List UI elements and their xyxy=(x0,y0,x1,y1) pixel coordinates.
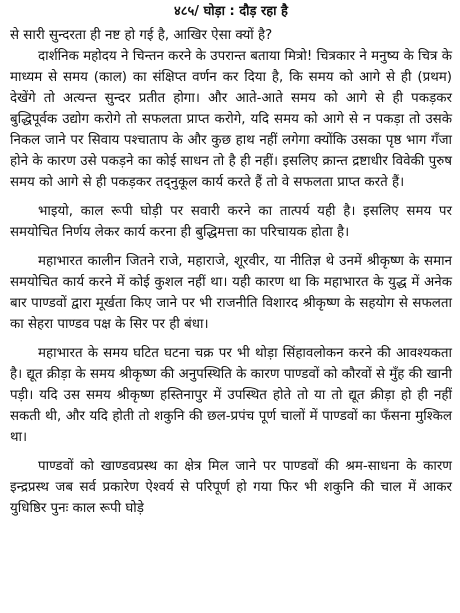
paragraph-6: पाण्डवों को खाण्डवप्रस्थ का क्षेत्र मिल जाने पर पाण्डवों की श्रम-साधना के कारण इन्द्रप्रस्थ जब सर्व प्रकारेण ऐश्वर्य से परिपूर्ण हो गया फिर भी शकुनि की चाल में आकर युधिष्ठिर पुनः काल रूपी घोड़े xyxy=(10,459,452,516)
page-body xyxy=(10,25,452,519)
page-header: ४८५/ घोड़ा : दौड़ रहा है xyxy=(174,4,288,19)
paragraph-4: महाभारत कालीन जितने राजे, महाराजे, शूरवीर, या नीतिज्ञ थे उनमें श्रीकृष्ण के समान समयोचित कार्य करने में कोई कुशल नहीं था। यही कारण था कि महाभारत के युद्ध में अनेक बार पाण्डवों द्वारा मूर्खता किए जाने पर भी राजनीति विशारद श्रीकृष्ण के सहयोग से सफलता का सेहरा पाण्डव पक्ष के सिर पर ही बंधा। xyxy=(10,254,452,332)
paragraph-1: से सारी सुन्दरता ही नष्ट हो गई है, आखिर ऐसा क्यों है? xyxy=(10,28,273,43)
paragraph-3: भाइयो, काल रूपी घोड़ी पर सवारी करने का तात्पर्य यही है। इसलिए समय पर समयोचित निर्णय लेकर कार्य करना ही बुद्धिमत्ता का परिचायक होता है। xyxy=(10,204,452,240)
paragraph-2: दार्शनिक महोदय ने चिन्तन करने के उपरान्त बताया मित्रो! चित्रकार ने मनुष्य के चित्र के माध्यम से समय (काल) का संक्षिप्त वर्णन कर दिया है, कि समय को आगे से ही (प्रथम) देखेंगे तो अत्यन्त सुन्दर प्रतीत होगा। और आते-आते समय को आगे से ही पकड़कर बुद्धिपूर्वक उद्योग करोगे तो सफलता प्राप्त करोगे, यदि समय को आगे से न पकड़ा तो उसके निकल जाने पर सिवाय पश्चाताप के और कुछ हाथ नहीं लगेगा क्योंकि उसका पृष्ठ भाग गँजा होने के कारण उसे पकड़ने का कोई साधन तो है ही नहीं। इसलिए क्रान्त द्रष्टाधीर विवेकी पुरुष समय को आगे से ही पकड़कर तद्नुकूल कार्य करते हैं तो वे सफलता प्राप्त करते हैं। xyxy=(10,49,452,190)
paragraph-5: महाभारत के समय घटित घटना चक्र पर भी थोड़ा सिंहावलोकन करने की आवश्यकता है। द्यूत क्रीड़ा के समय श्रीकृष्ण की अनुपस्थिति के कारण पाण्डवों को कौरवों से मुँह की खानी पड़ी। यदि उस समय श्रीकृष्ण हस्तिनापुर में उपस्थित होते तो या तो द्यूत क्रीड़ा हो ही नहीं सकती थी, और यदि होती तो शकुनि की छल-प्रपंच पूर्ण चालों में पाण्डवों का फँसना मुश्किल था। xyxy=(10,346,453,445)
